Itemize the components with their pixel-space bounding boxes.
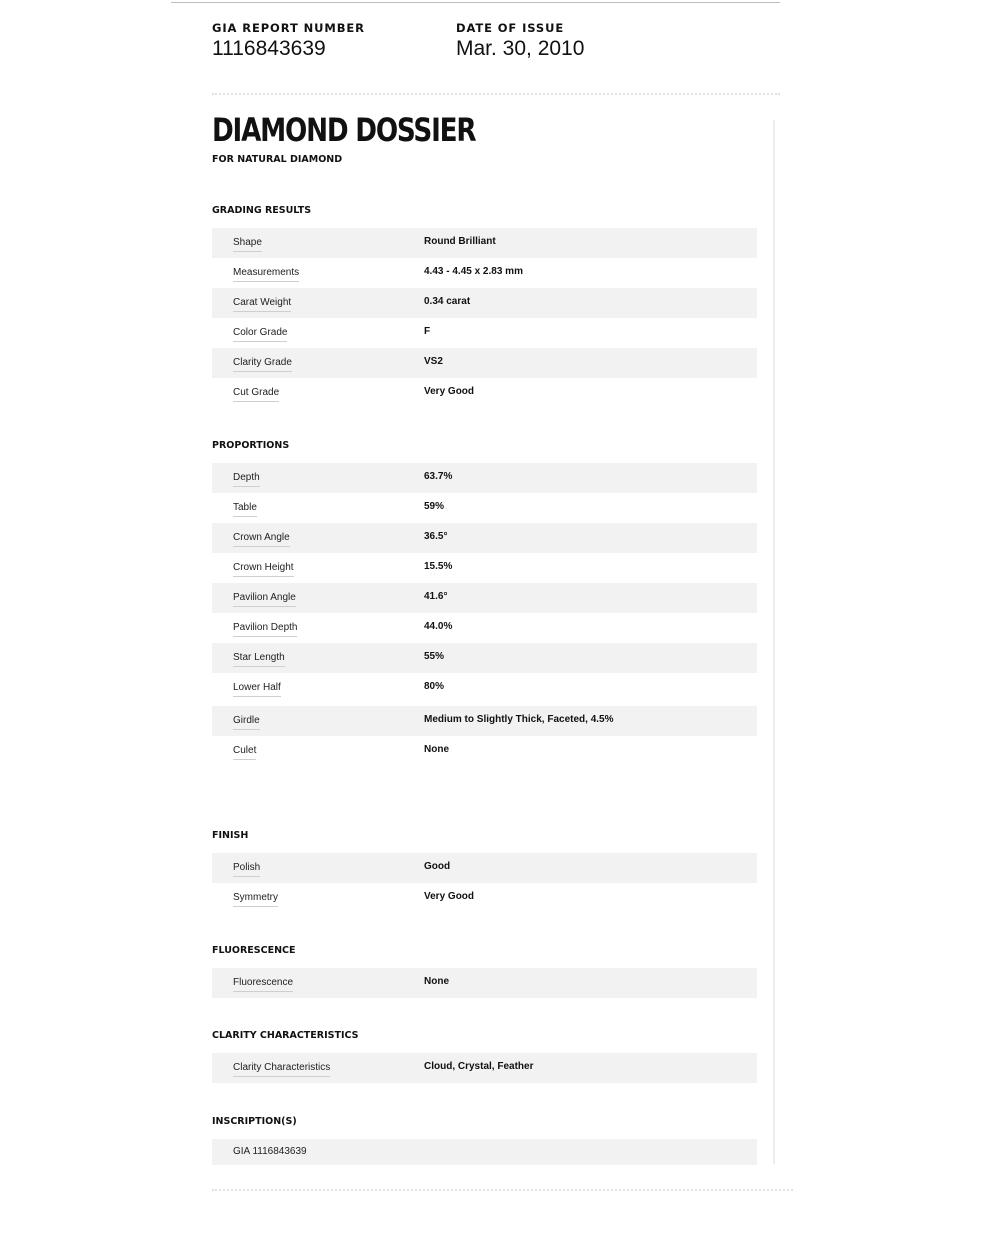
row-label: Pavilion Angle: [233, 592, 296, 607]
fluorescence-row: [212, 968, 757, 998]
grading-row-measurements: [212, 258, 757, 288]
row-value: 0.34 carat: [424, 296, 471, 307]
clarity-characteristics-heading: CLARITY CHARACTERISTICS: [212, 1030, 359, 1041]
grading-row-clarity-grade: [212, 348, 757, 378]
proportions-row-star-length: [212, 643, 757, 673]
proportions-row-pavilion-angle: [212, 583, 757, 613]
row-value: VS2: [424, 356, 443, 367]
row-label: Measurements: [233, 267, 299, 282]
proportions-heading: PROPORTIONS: [212, 440, 290, 451]
grading-row-cut-grade: [212, 378, 757, 408]
row-label: Crown Angle: [233, 532, 290, 547]
proportions-row-crown-angle: [212, 523, 757, 553]
row-value: 41.6°: [424, 591, 448, 602]
proportions-row-table: [212, 493, 757, 523]
proportions-row-girdle: [212, 706, 757, 736]
row-value: 44.0%: [424, 621, 453, 632]
row-value: 36.5°: [424, 531, 448, 542]
row-value: Very Good: [424, 386, 475, 397]
grading-row-color-grade: [212, 318, 757, 348]
header-divider: [212, 93, 780, 95]
row-value: Medium to Slightly Thick, Faceted, 4.5%: [424, 714, 614, 725]
row-label: Lower Half: [233, 682, 281, 697]
inscriptions-heading: INSCRIPTION(S): [212, 1116, 297, 1127]
date-of-issue-value: Mar. 30, 2010: [456, 37, 585, 60]
row-value: Very Good: [424, 891, 475, 902]
row-label: Depth: [233, 472, 260, 487]
footer-divider: [212, 1189, 793, 1191]
side-border: [773, 120, 775, 1164]
proportions-row-culet: [212, 736, 757, 766]
row-value: Good: [424, 861, 451, 872]
date-of-issue-label: DATE OF ISSUE: [456, 21, 565, 35]
grading-row-carat-weight: [212, 288, 757, 318]
report-number-value: 1116843639: [212, 37, 326, 60]
row-value: 4.43 - 4.45 x 2.83 mm: [424, 266, 523, 277]
row-label: Color Grade: [233, 327, 287, 342]
grading-row-shape: [212, 228, 757, 258]
row-label: Cut Grade: [233, 387, 279, 402]
row-label: Table: [233, 502, 257, 517]
row-value: 63.7%: [424, 471, 453, 482]
proportions-row-depth: [212, 463, 757, 493]
row-label: Clarity Characteristics: [233, 1062, 330, 1077]
row-label: Pavilion Depth: [233, 622, 297, 637]
row-value: 55%: [424, 651, 445, 662]
finish-row-polish: [212, 853, 757, 883]
report-number-label: GIA REPORT NUMBER: [212, 21, 365, 35]
proportions-row-lower-half: [212, 673, 757, 703]
row-label: Star Length: [233, 652, 285, 667]
row-label: Culet: [233, 745, 256, 760]
row-value: None: [424, 976, 449, 987]
row-label: Crown Height: [233, 562, 294, 577]
page-title: DIAMOND DOSSIER: [212, 111, 476, 149]
inscription-text: GIA 1116843639: [233, 1146, 307, 1157]
row-value: Round Brilliant: [424, 236, 496, 247]
row-label: Girdle: [233, 715, 260, 730]
proportions-row-crown-height: [212, 553, 757, 583]
row-label: Polish: [233, 862, 260, 877]
row-label: Fluorescence: [233, 977, 293, 992]
grading-results-heading: GRADING RESULTS: [212, 205, 312, 216]
row-value: None: [424, 744, 449, 755]
inscription-row: [212, 1139, 757, 1165]
row-value: 15.5%: [424, 561, 453, 572]
row-label: Carat Weight: [233, 297, 291, 312]
finish-heading: FINISH: [212, 830, 249, 841]
clarity-characteristics-row: [212, 1053, 757, 1083]
row-label: Clarity Grade: [233, 357, 292, 372]
row-value: 59%: [424, 501, 445, 512]
proportions-row-pavilion-depth: [212, 613, 757, 643]
page-subtitle: FOR NATURAL DIAMOND: [212, 154, 343, 165]
date-of-issue-block: [456, 21, 584, 61]
row-value: 80%: [424, 681, 445, 692]
top-divider: [171, 2, 780, 3]
report-number-block: [212, 21, 365, 61]
finish-row-symmetry: [212, 883, 757, 913]
fluorescence-heading: FLUORESCENCE: [212, 945, 296, 956]
row-value: F: [424, 326, 431, 337]
row-label: Shape: [233, 237, 262, 252]
row-value: Cloud, Crystal, Feather: [424, 1061, 534, 1072]
row-label: Symmetry: [233, 892, 278, 907]
